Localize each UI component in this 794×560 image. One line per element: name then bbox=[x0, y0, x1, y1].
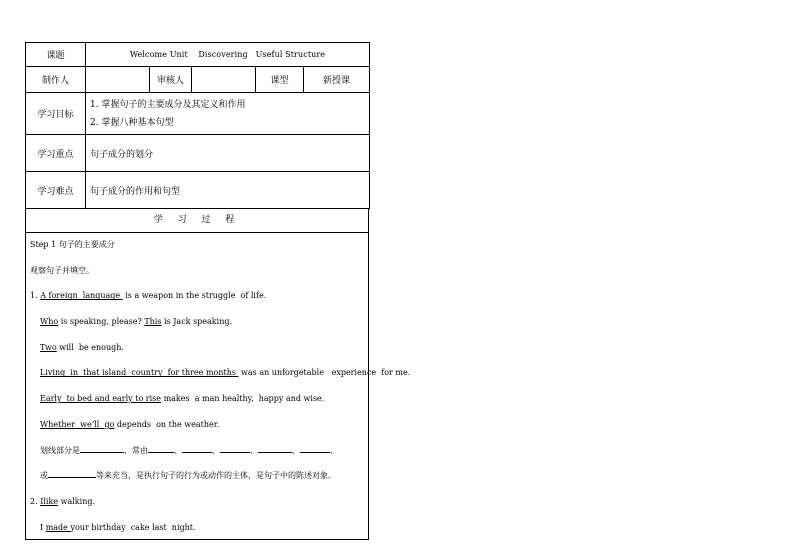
fill-text: ，常由 bbox=[124, 445, 148, 455]
focus-value: 句子成分的划分 bbox=[86, 135, 370, 172]
fill-text: 划线部分是 bbox=[40, 445, 80, 455]
fill-text: 或 bbox=[40, 471, 48, 481]
underlined-predicate: like bbox=[43, 496, 59, 506]
sentence-rest: is a weapon in the struggle of life. bbox=[122, 291, 267, 301]
type-value: 新授课 bbox=[304, 67, 370, 93]
underlined-subject: Two bbox=[40, 342, 57, 352]
separator: 、 bbox=[174, 445, 182, 455]
underlined-subject: Whether we’ll go bbox=[40, 419, 115, 429]
difficulty-value: 句子成分的作用和句型 bbox=[86, 172, 370, 209]
example-number: 1. bbox=[30, 291, 41, 301]
underlined-subject: Who bbox=[40, 317, 59, 327]
example-sentence bbox=[30, 494, 364, 520]
type-label: 课型 bbox=[256, 67, 304, 93]
reviewer-value bbox=[192, 67, 256, 93]
example-sentence bbox=[30, 391, 364, 417]
author-label: 制作人 bbox=[26, 67, 86, 93]
example-sentence bbox=[30, 340, 364, 366]
focus-label: 学习重点 bbox=[26, 135, 86, 172]
sentence-rest: is Jack speaking. bbox=[161, 317, 233, 327]
goal-item: 1. 掌握句子的主要成分及其定义和作用 bbox=[90, 99, 246, 110]
goals-value bbox=[86, 93, 370, 135]
example-sentence bbox=[30, 365, 411, 391]
underlined-predicate: made bbox=[45, 522, 71, 532]
underlined-subject: Early to bed and early to rise bbox=[40, 394, 162, 404]
underlined-subject: I bbox=[40, 496, 44, 506]
author-value bbox=[86, 67, 150, 93]
underlined-subject: Living in that island country for three months bbox=[40, 368, 239, 378]
goal-item: 2. 掌握八种基本句型 bbox=[90, 117, 174, 128]
sentence-rest: will be enough. bbox=[56, 342, 124, 352]
answer-blank[interactable] bbox=[148, 444, 174, 453]
answer-blank[interactable] bbox=[258, 444, 292, 453]
example-sentence bbox=[30, 520, 364, 546]
sentence-rest: depends on the weather. bbox=[114, 419, 220, 429]
example-number: 2. bbox=[30, 496, 41, 506]
topic-label: 课题 bbox=[26, 43, 86, 67]
answer-blank[interactable] bbox=[182, 444, 212, 453]
instruction: 观察句子并填空。 bbox=[30, 265, 94, 275]
separator: 、 bbox=[250, 445, 258, 455]
separator: 、 bbox=[212, 445, 220, 455]
answer-blank[interactable] bbox=[48, 469, 96, 478]
fill-text: 等来充当，是执行句子的行为或动作的主体，是句子中的陈述对象。 bbox=[96, 471, 336, 481]
answer-blank[interactable] bbox=[220, 444, 250, 453]
separator: 、 bbox=[330, 445, 338, 455]
lesson-plan-document bbox=[25, 42, 411, 540]
underlined-subject: A foreign language bbox=[40, 291, 123, 301]
sentence-rest: is speaking, please? bbox=[58, 317, 145, 327]
sentence-rest: walking. bbox=[58, 496, 96, 506]
answer-blank[interactable] bbox=[80, 444, 124, 453]
lesson-info-table bbox=[25, 42, 370, 209]
example-sentence bbox=[30, 314, 364, 340]
difficulty-label: 学习难点 bbox=[26, 172, 86, 209]
process-body bbox=[25, 233, 411, 540]
fill-in-line bbox=[30, 468, 364, 494]
step-heading: Step 1 句子的主要成分 bbox=[30, 240, 115, 249]
example-sentence bbox=[30, 417, 364, 443]
sentence-rest: makes a man healthy, happy and wise. bbox=[161, 394, 325, 404]
sentence-rest: I bbox=[40, 522, 46, 532]
topic-value: Welcome Unit Discovering Useful Structure bbox=[86, 43, 370, 67]
underlined-subject: This bbox=[144, 317, 162, 327]
sentence-rest: was an unforgetable experience for me. bbox=[238, 368, 411, 378]
process-title: 学 习 过 程 bbox=[25, 209, 369, 233]
example-sentence bbox=[30, 288, 364, 314]
sentence-rest: your birthday cake last night. bbox=[70, 522, 196, 532]
separator: 、 bbox=[292, 445, 300, 455]
goals-label: 学习目标 bbox=[26, 93, 86, 135]
answer-blank[interactable] bbox=[300, 444, 330, 453]
fill-in-line bbox=[30, 443, 364, 469]
reviewer-label: 审核人 bbox=[150, 67, 192, 93]
